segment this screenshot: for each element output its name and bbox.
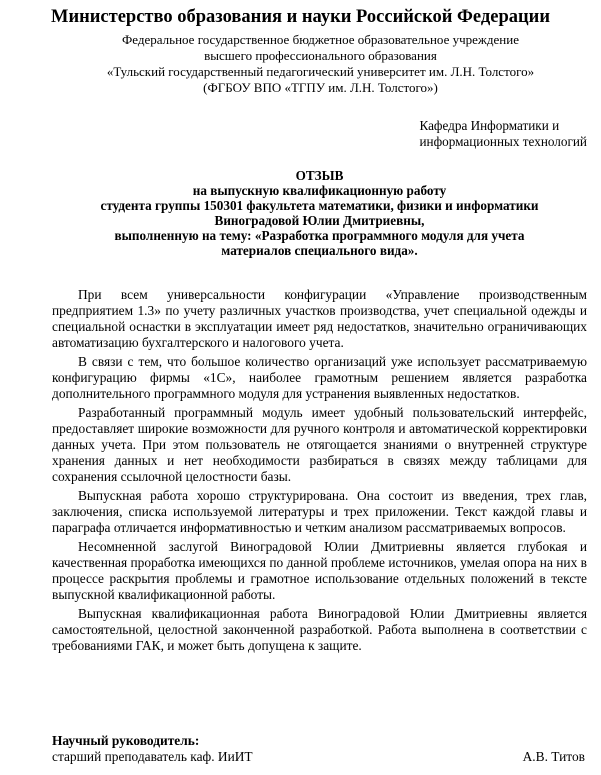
paragraph: Выпускная работа хорошо структурирована. Она состоит из введения, трех глав, заключения, списка используемой литературы и трех приложении. Текст каждой главы и параграфа отличается информативностью и четким анализом рассматриваемых вопросов. — [52, 488, 587, 535]
title-line-4: Виноградовой Юлии Дмитриевны, — [214, 213, 425, 228]
supervisor-name: А.В. Титов — [522, 749, 585, 764]
department-block — [419, 118, 587, 150]
signature-row — [52, 749, 585, 765]
title-line-1: ОТЗЫВ — [295, 168, 344, 183]
paragraph: Выпускная квалификационная работа Виноградовой Юлии Дмитриевны является самостоятельной, целостной законченной разработкой. Работа выполнена в соответствии с требованиями ГАК, и может быть допущена к защите. — [52, 606, 587, 653]
ministry-heading: Министерство образования и науки Российской Федерации — [50, 7, 550, 27]
review-body — [52, 287, 587, 657]
title-line-5: выполненную на тему: «Разработка программного модуля для учета — [114, 228, 525, 243]
organization-block — [60, 32, 581, 96]
paragraph: При всем универсальности конфигурации «Управление производственным предприятием 1.3» по учету различных участков производства, учет специальной одежды и специальной оснастки в эксплуатации имеет ряд недостатков, значительно ограничивающих автоматизацию бухгалтерского и налогового учета. — [52, 287, 587, 350]
title-line-3: студента группы 150301 факультета математики, физики и информатики — [100, 198, 539, 213]
supervisor-label: Научный руководитель: — [52, 733, 200, 748]
signature-block — [52, 733, 585, 765]
department-line-2: информационных технологий — [419, 134, 587, 149]
paragraph: Несомненной заслугой Виноградовой Юлии Дмитриевны является глубокая и качественная проработка имеющихся по данной проблеме источников, умелая опора на них в процессе раскрытия проблемы и грамотное использование отдельных положений в тексте выпускной квалификационной работы. — [52, 539, 587, 602]
title-line-2: на выпускную квалификационную работу — [192, 183, 447, 198]
org-line: Федеральное государственное бюджетное образовательное учреждение — [122, 32, 519, 47]
title-line-6: материалов специального вида». — [221, 243, 418, 258]
paragraph: Разработанный программный модуль имеет удобный пользовательский интерфейс, предоставляет широкие возможности для ручного контроля и автоматической корректировки данных учета. При этом пользователь не отягощается знаниями о внутренней структуре хранения данных и нет необходимости разбираться в связях между таблицами для сохранения ссылочной целостности базы. — [52, 405, 587, 484]
org-line: высшего профессионального образования — [204, 48, 437, 63]
department-line-1: Кафедра Информатики и — [419, 118, 560, 133]
review-title — [52, 168, 587, 258]
supervisor-position: старший преподаватель каф. ИиИТ — [52, 749, 253, 764]
org-line: (ФГБОУ ВПО «ТГПУ им. Л.Н. Толстого») — [203, 80, 438, 95]
paragraph: В связи с тем, что большое количество организаций уже использует рассматриваемую конфигурацию фирмы «1С», наиболее грамотным решением является разработка дополнительного программного модуля для устранения выявленных недостатков. — [52, 354, 587, 401]
org-line: «Тульский государственный педагогический университет им. Л.Н. Толстого» — [106, 64, 535, 79]
